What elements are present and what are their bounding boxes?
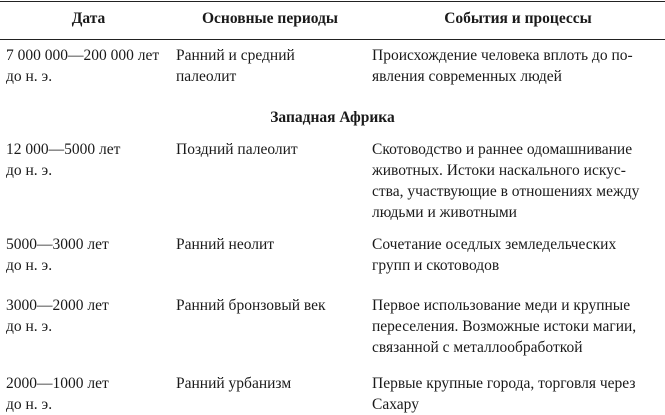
header-periods: Основные периоды [202,10,338,27]
header-date: Дата [71,10,106,27]
row-3-date: 3000—2000 лет до н. э. [6,297,109,335]
row-4-date: 2000—1000 лет до н. э. [6,375,109,413]
table-header-rule [0,39,665,40]
row-2-date: 5000—3000 лет до н. э. [6,236,109,274]
row-3-period: Ранний бронзовый век [176,297,326,314]
header-events: События и процессы [444,10,592,27]
row-1-date: 12 000—5000 лет до н. э. [6,141,121,179]
row-2-period: Ранний неолит [176,236,275,253]
table-top-rule [0,1,665,2]
row-1-events: Скотоводство и раннее одомашнивание животных. Истоки наскального искус- ства, участвующие в отношениях между людьми и животными [372,141,640,221]
row-2-events: Сочетание оседлых земледельческих групп и скотоводов [372,236,617,274]
row-3-events: Первое использование меди и крупные переселения. Возможные истоки магии, связанной с металлообработкой [372,297,637,356]
row-4-events: Первые крупные города, торговля через Сахару [372,375,636,413]
row-0-period: Ранний и средний палеолит [176,47,295,85]
row-1-period: Поздний палеолит [176,141,298,158]
row-4-period: Ранний урбанизм [176,375,292,392]
row-0-date: 7 000 000—200 000 лет до н. э. [6,47,160,85]
section-title-west-africa: Западная Африка [270,109,395,126]
row-0-events: Происхождение человека вплоть до по- явления современных людей [372,47,633,85]
